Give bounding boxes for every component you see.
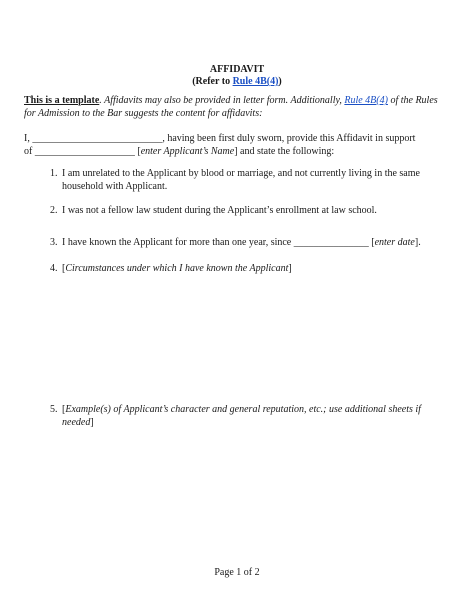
oath-line-1 (24, 132, 444, 145)
bracket-open: [ (134, 146, 141, 157)
item-2-text: I was not a fellow law student during the Applicant’s enrollment at law school. (62, 205, 377, 216)
item-3-bracket-open: [ (368, 237, 375, 248)
subtitle-suffix: ) (278, 76, 282, 87)
item-2-number: 2. (50, 205, 58, 216)
page-number: Page 1 of 2 (214, 567, 260, 578)
item-4-number: 4. (50, 263, 58, 274)
applicant-name-blank: ____________________ (34, 146, 135, 157)
item-1-text: I am unrelated to the Applicant by blood or marriage, and not currently living in the same household with Applicant. (62, 168, 420, 192)
intro-text-a: . Affidavits may also be provided in letter form. Additionally, (99, 95, 345, 106)
oath-line-2-end: ] and state the following: (234, 146, 335, 157)
affiant-name-blank: __________________________ (32, 133, 163, 144)
item-1-number: 1. (50, 168, 58, 179)
item-3-bracket-close: ]. (414, 237, 421, 248)
subtitle-prefix: (Refer to (192, 76, 233, 87)
oath-line-1-start: I, (24, 133, 33, 144)
intro-text-b: of the Rules for Admission to the Bar suggests the content for affidavits: (24, 95, 438, 119)
item-3-text-a: I have known the Applicant for more than one year, since (62, 237, 294, 248)
intro-lead: This is a template (24, 95, 100, 106)
circumstances-placeholder: Circumstances under which I have known the Applicant (65, 263, 289, 274)
oath-line-1-end: , having been first duly sworn, provide this Affidavit in support (162, 133, 416, 144)
document-subtitle (0, 75, 474, 88)
intro-paragraph (24, 94, 444, 120)
item-4-bracket-close: ] (288, 263, 292, 274)
document-title: AFFIDAVIT (209, 64, 265, 75)
oath-line-2 (24, 145, 444, 158)
item-5-bracket-open: [ (62, 404, 66, 415)
applicant-name-placeholder: enter Applicant’s Name (140, 146, 235, 157)
item-4-text (62, 262, 440, 275)
intro-rule-link[interactable]: Rule 4B(4) (344, 95, 388, 106)
known-since-blank: _______________ (293, 237, 369, 248)
item-4-bracket-open: [ (62, 263, 66, 274)
oath-paragraph (24, 132, 444, 158)
date-placeholder: enter date (374, 237, 415, 248)
rule-4b4-link[interactable]: Rule 4B(4) (232, 76, 279, 87)
item-5-bracket-close: ] (90, 417, 94, 428)
oath-line-2-start: of (24, 146, 35, 157)
item-3-number: 3. (50, 237, 58, 248)
character-placeholder: Example(s) of Applicant’s character and general reputation, etc.; use additional sheets if needed (62, 404, 421, 428)
item-5-text (62, 403, 440, 429)
item-3-text (62, 236, 440, 249)
item-5-number: 5. (50, 404, 58, 415)
